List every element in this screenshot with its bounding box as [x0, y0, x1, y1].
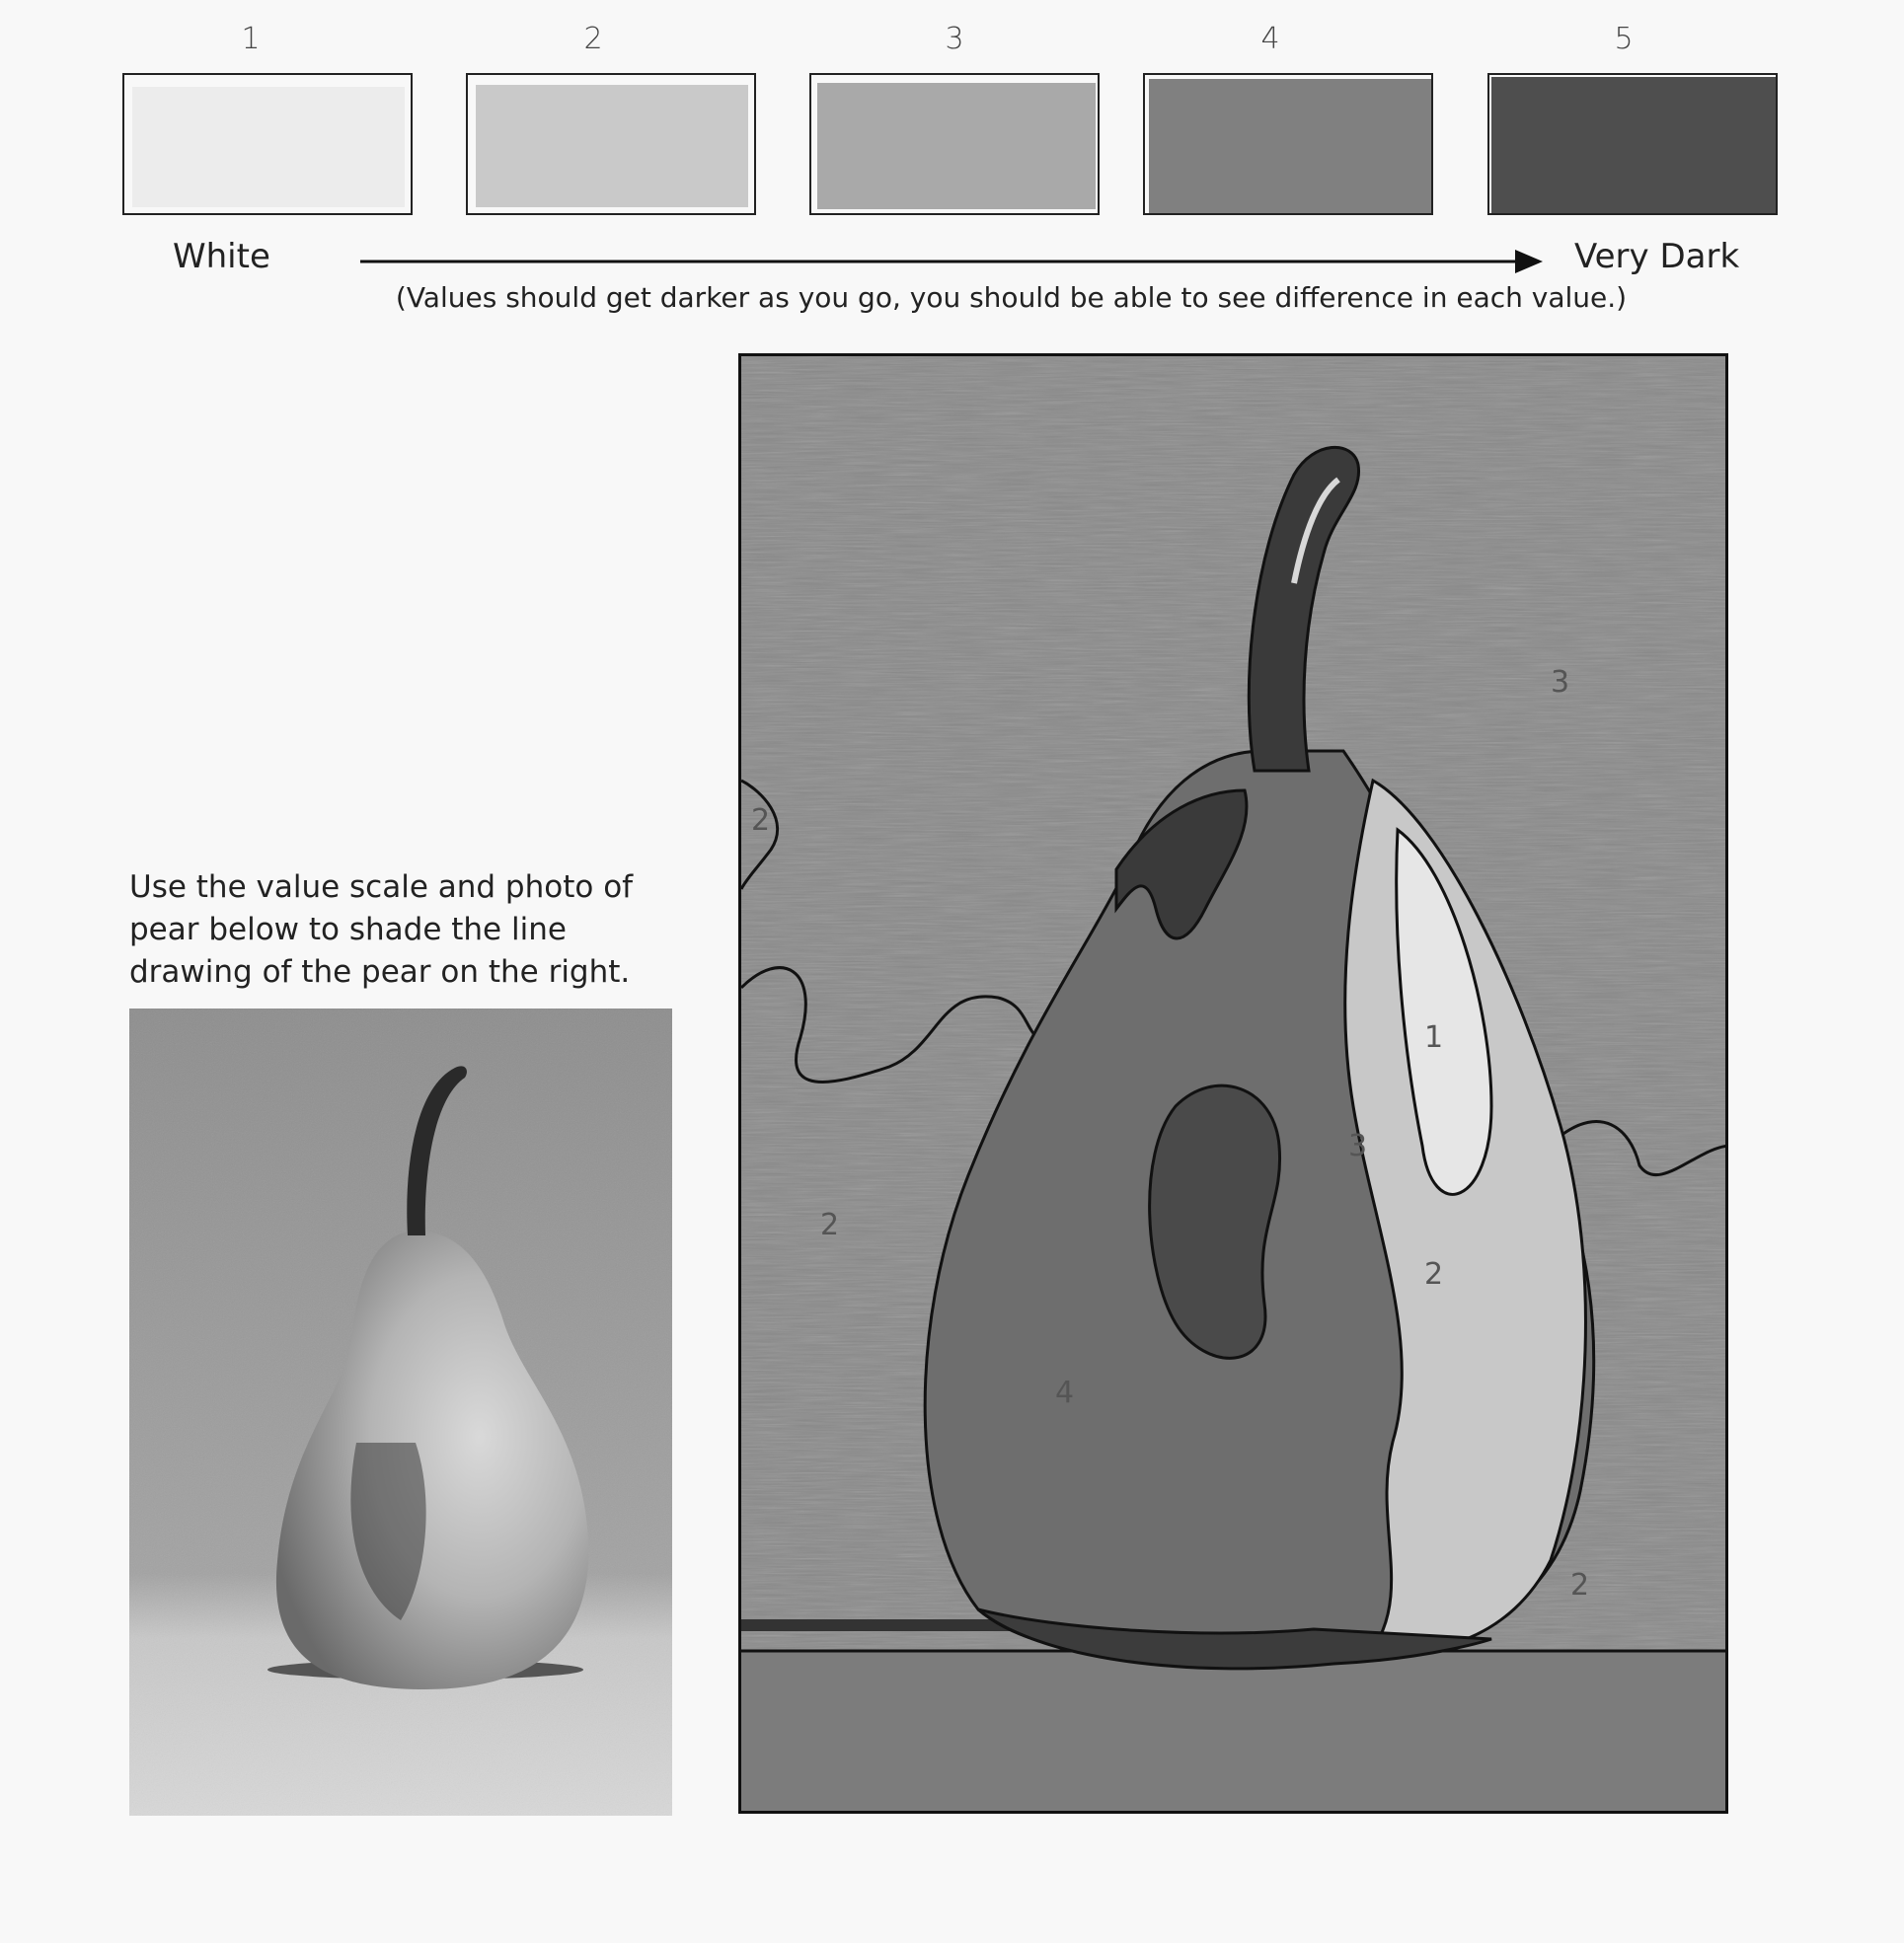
drawing-label-body-4: 4: [1055, 1376, 1075, 1410]
scale-number-3: 3: [945, 22, 964, 56]
drawing-label-left-edge-2: 2: [820, 1208, 840, 1242]
swatch-shading-2: [468, 75, 756, 215]
pear-photo-image: [129, 1009, 672, 1816]
shaded-pear-drawing: [738, 353, 1728, 1814]
scale-number-4: 4: [1260, 22, 1280, 56]
pear-drawing-image: [741, 356, 1728, 1814]
value-swatch-3: [809, 73, 1100, 215]
value-swatch-2: [466, 73, 756, 215]
value-swatch-1: [122, 73, 413, 215]
drawing-label-midtone-2: 2: [1424, 1257, 1444, 1292]
swatch-shading-3: [811, 75, 1100, 215]
scale-instruction: (Values should get darker as you go, you should be able to see difference in each value.): [395, 281, 1628, 314]
value-swatch-4: [1143, 73, 1433, 215]
swatch-shading-5: [1489, 75, 1778, 215]
drawing-label-lower-right-2: 2: [1570, 1568, 1590, 1603]
arrow-right-icon: [360, 247, 1545, 276]
drawing-label-shadow-3: 3: [1348, 1129, 1368, 1163]
shading-instruction: Use the value scale and photo of pear below to shade the line drawing of the pear on the right.: [129, 869, 634, 990]
scale-number-1: 1: [241, 22, 261, 56]
scale-number-2: 2: [583, 22, 603, 56]
scale-end-label: Very Dark: [1574, 237, 1740, 276]
scale-arrow: [360, 247, 1545, 276]
drawing-label-left-wall-2: 2: [751, 803, 771, 838]
scale-start-label: White: [173, 237, 270, 276]
drawing-label-background-3: 3: [1551, 665, 1570, 700]
pear-reference-photo: [129, 1009, 672, 1816]
drawing-label-highlight-1: 1: [1424, 1020, 1444, 1055]
value-swatch-5: [1487, 73, 1778, 215]
swatch-shading-1: [124, 75, 413, 215]
scale-number-5: 5: [1614, 22, 1634, 56]
swatch-shading-4: [1145, 75, 1433, 215]
